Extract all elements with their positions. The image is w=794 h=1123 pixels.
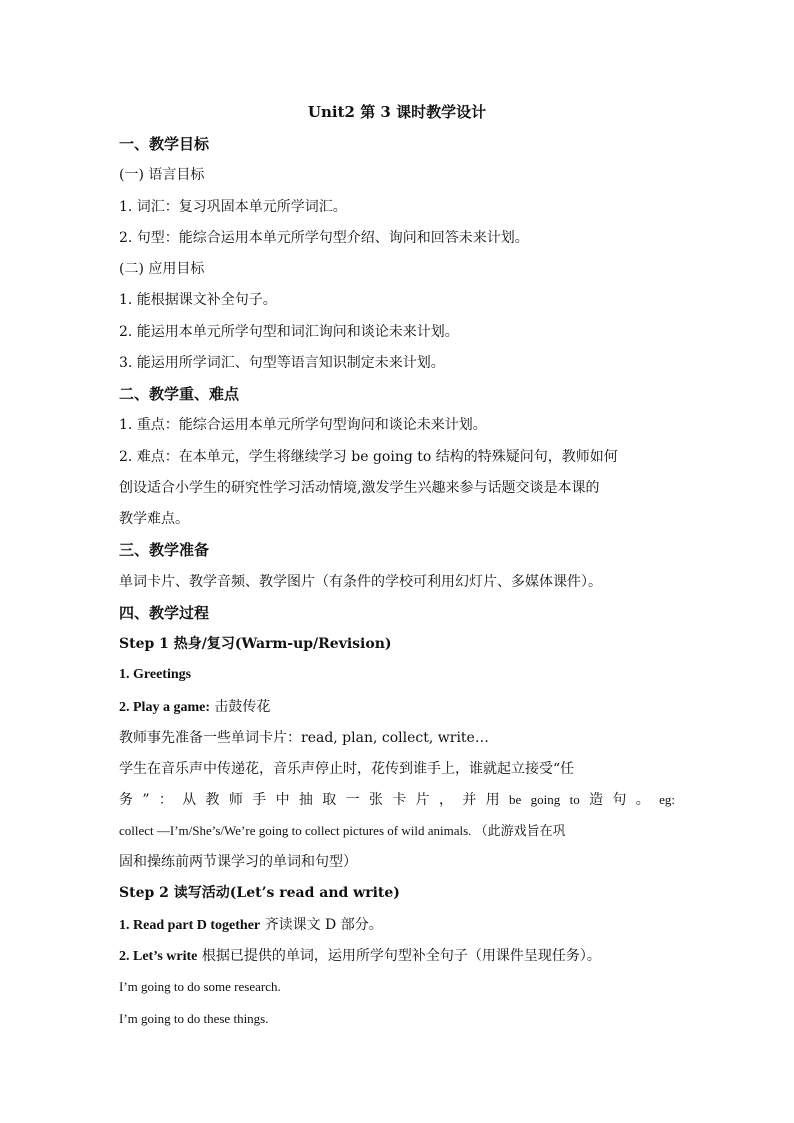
word-token: 抽 bbox=[298, 792, 313, 808]
word-token: ： bbox=[158, 792, 173, 808]
objective-item-2: 2. 能运用本单元所学句型和词汇询问和谈论未来计划。 bbox=[119, 324, 459, 340]
difficulty-line-2: 创设适合小学生的研究性学习活动情境,激发学生兴趣来参与话题交谈是本课的 bbox=[119, 480, 600, 496]
lets-write-text: 根据已提供的单词，运用所学句型补全句子（用课件呈现任务）。 bbox=[197, 948, 601, 964]
step-1-heading: Step 1 热身/复习(Warm-up/Revision) bbox=[119, 636, 392, 652]
difficulty-line-1: 2. 难点：在本单元，学生将继续学习 be going to 结构的特殊疑问句，教师如何 bbox=[119, 449, 618, 465]
section-heading-process: 四、教学过程 bbox=[119, 604, 210, 622]
read-part-label: 1. Read part D together bbox=[119, 918, 261, 933]
objective-item-3: 3. 能运用所学词汇、句型等语言知识制定未来计划。 bbox=[119, 355, 445, 371]
game-description-line-1: 学生在音乐声中传递花，音乐声停止时，花传到谁手上，谁就起立接受“任 bbox=[119, 761, 575, 777]
word-token: 片 bbox=[415, 792, 430, 808]
word-token: 教 bbox=[205, 792, 220, 808]
section-heading-key-points: 二、教学重、难点 bbox=[119, 385, 240, 403]
example-sentence-1: I’m going to do some research. bbox=[119, 979, 281, 994]
word-token: be bbox=[509, 792, 522, 807]
game-description-line-4: 固和操练前两节课学习的单词和句型） bbox=[119, 854, 357, 870]
word-token: 中 bbox=[275, 792, 290, 808]
word-token: 句 bbox=[612, 792, 627, 808]
objective-sentence: 2. 句型：能综合运用本单元所学句型介绍、询问和回答未来计划。 bbox=[119, 230, 529, 246]
word-token: 。 bbox=[635, 792, 650, 808]
word-token: 务 bbox=[119, 792, 133, 808]
subheading-application-objectives: (二) 应用目标 bbox=[119, 261, 205, 277]
word-token: 用 bbox=[485, 792, 500, 808]
word-token: ” bbox=[142, 792, 150, 808]
section-heading-preparation: 三、教学准备 bbox=[119, 541, 210, 559]
section-heading-objectives: 一、教学目标 bbox=[119, 135, 210, 153]
lets-write-line bbox=[119, 946, 675, 967]
difficulty-line-3: 教学难点。 bbox=[119, 511, 189, 527]
step-2-heading: Step 2 读写活动(Let’s read and write) bbox=[119, 885, 400, 901]
document-title: Unit2 第 3 课时教学设计 bbox=[307, 103, 487, 121]
greetings-item: 1. Greetings bbox=[119, 667, 192, 682]
word-token: going bbox=[530, 792, 561, 807]
game-description-line-3: collect —I’m/She’s/We’re going to collect pictures of wild animals. （此游戏旨在巩 bbox=[119, 823, 566, 838]
play-game-line bbox=[119, 697, 675, 718]
key-point: 1. 重点：能综合运用本单元所学句型询问和谈论未来计划。 bbox=[119, 417, 487, 433]
word-token: ， bbox=[438, 792, 453, 808]
subheading-language-objectives: (一) 语言目标 bbox=[119, 167, 205, 183]
word-token: 一 bbox=[345, 792, 360, 808]
lets-write-label: 2. Let’s write bbox=[119, 949, 198, 964]
word-token: 张 bbox=[368, 792, 383, 808]
word-token: 取 bbox=[322, 792, 337, 808]
word-token: 师 bbox=[228, 792, 243, 808]
word-token: 造 bbox=[589, 792, 604, 808]
word-token: 卡 bbox=[392, 792, 407, 808]
preparation-text: 单词卡片、教学音频、教学图片（有条件的学校可利用幻灯片、多媒体课件）。 bbox=[119, 574, 602, 590]
objective-item-1: 1. 能根据课文补全句子。 bbox=[119, 292, 277, 308]
word-cards-text: 教师事先准备一些单词卡片：read, plan, collect, write… bbox=[119, 730, 489, 746]
word-token: to bbox=[569, 792, 580, 807]
read-part-line bbox=[119, 915, 675, 936]
word-token: eg: bbox=[659, 792, 675, 807]
word-token: 手 bbox=[252, 792, 267, 808]
objective-vocabulary: 1. 词汇：复习巩固本单元所学词汇。 bbox=[119, 199, 347, 215]
game-description-line-2 bbox=[119, 790, 675, 810]
play-game-text: 击鼓传花 bbox=[209, 699, 271, 715]
read-part-text: 齐读课文 D 部分。 bbox=[260, 917, 383, 933]
word-token: 并 bbox=[462, 792, 477, 808]
play-game-label: 2. Play a game: bbox=[119, 700, 210, 715]
word-token: 从 bbox=[182, 792, 197, 808]
example-sentence-2: I’m going to do these things. bbox=[119, 1011, 269, 1026]
